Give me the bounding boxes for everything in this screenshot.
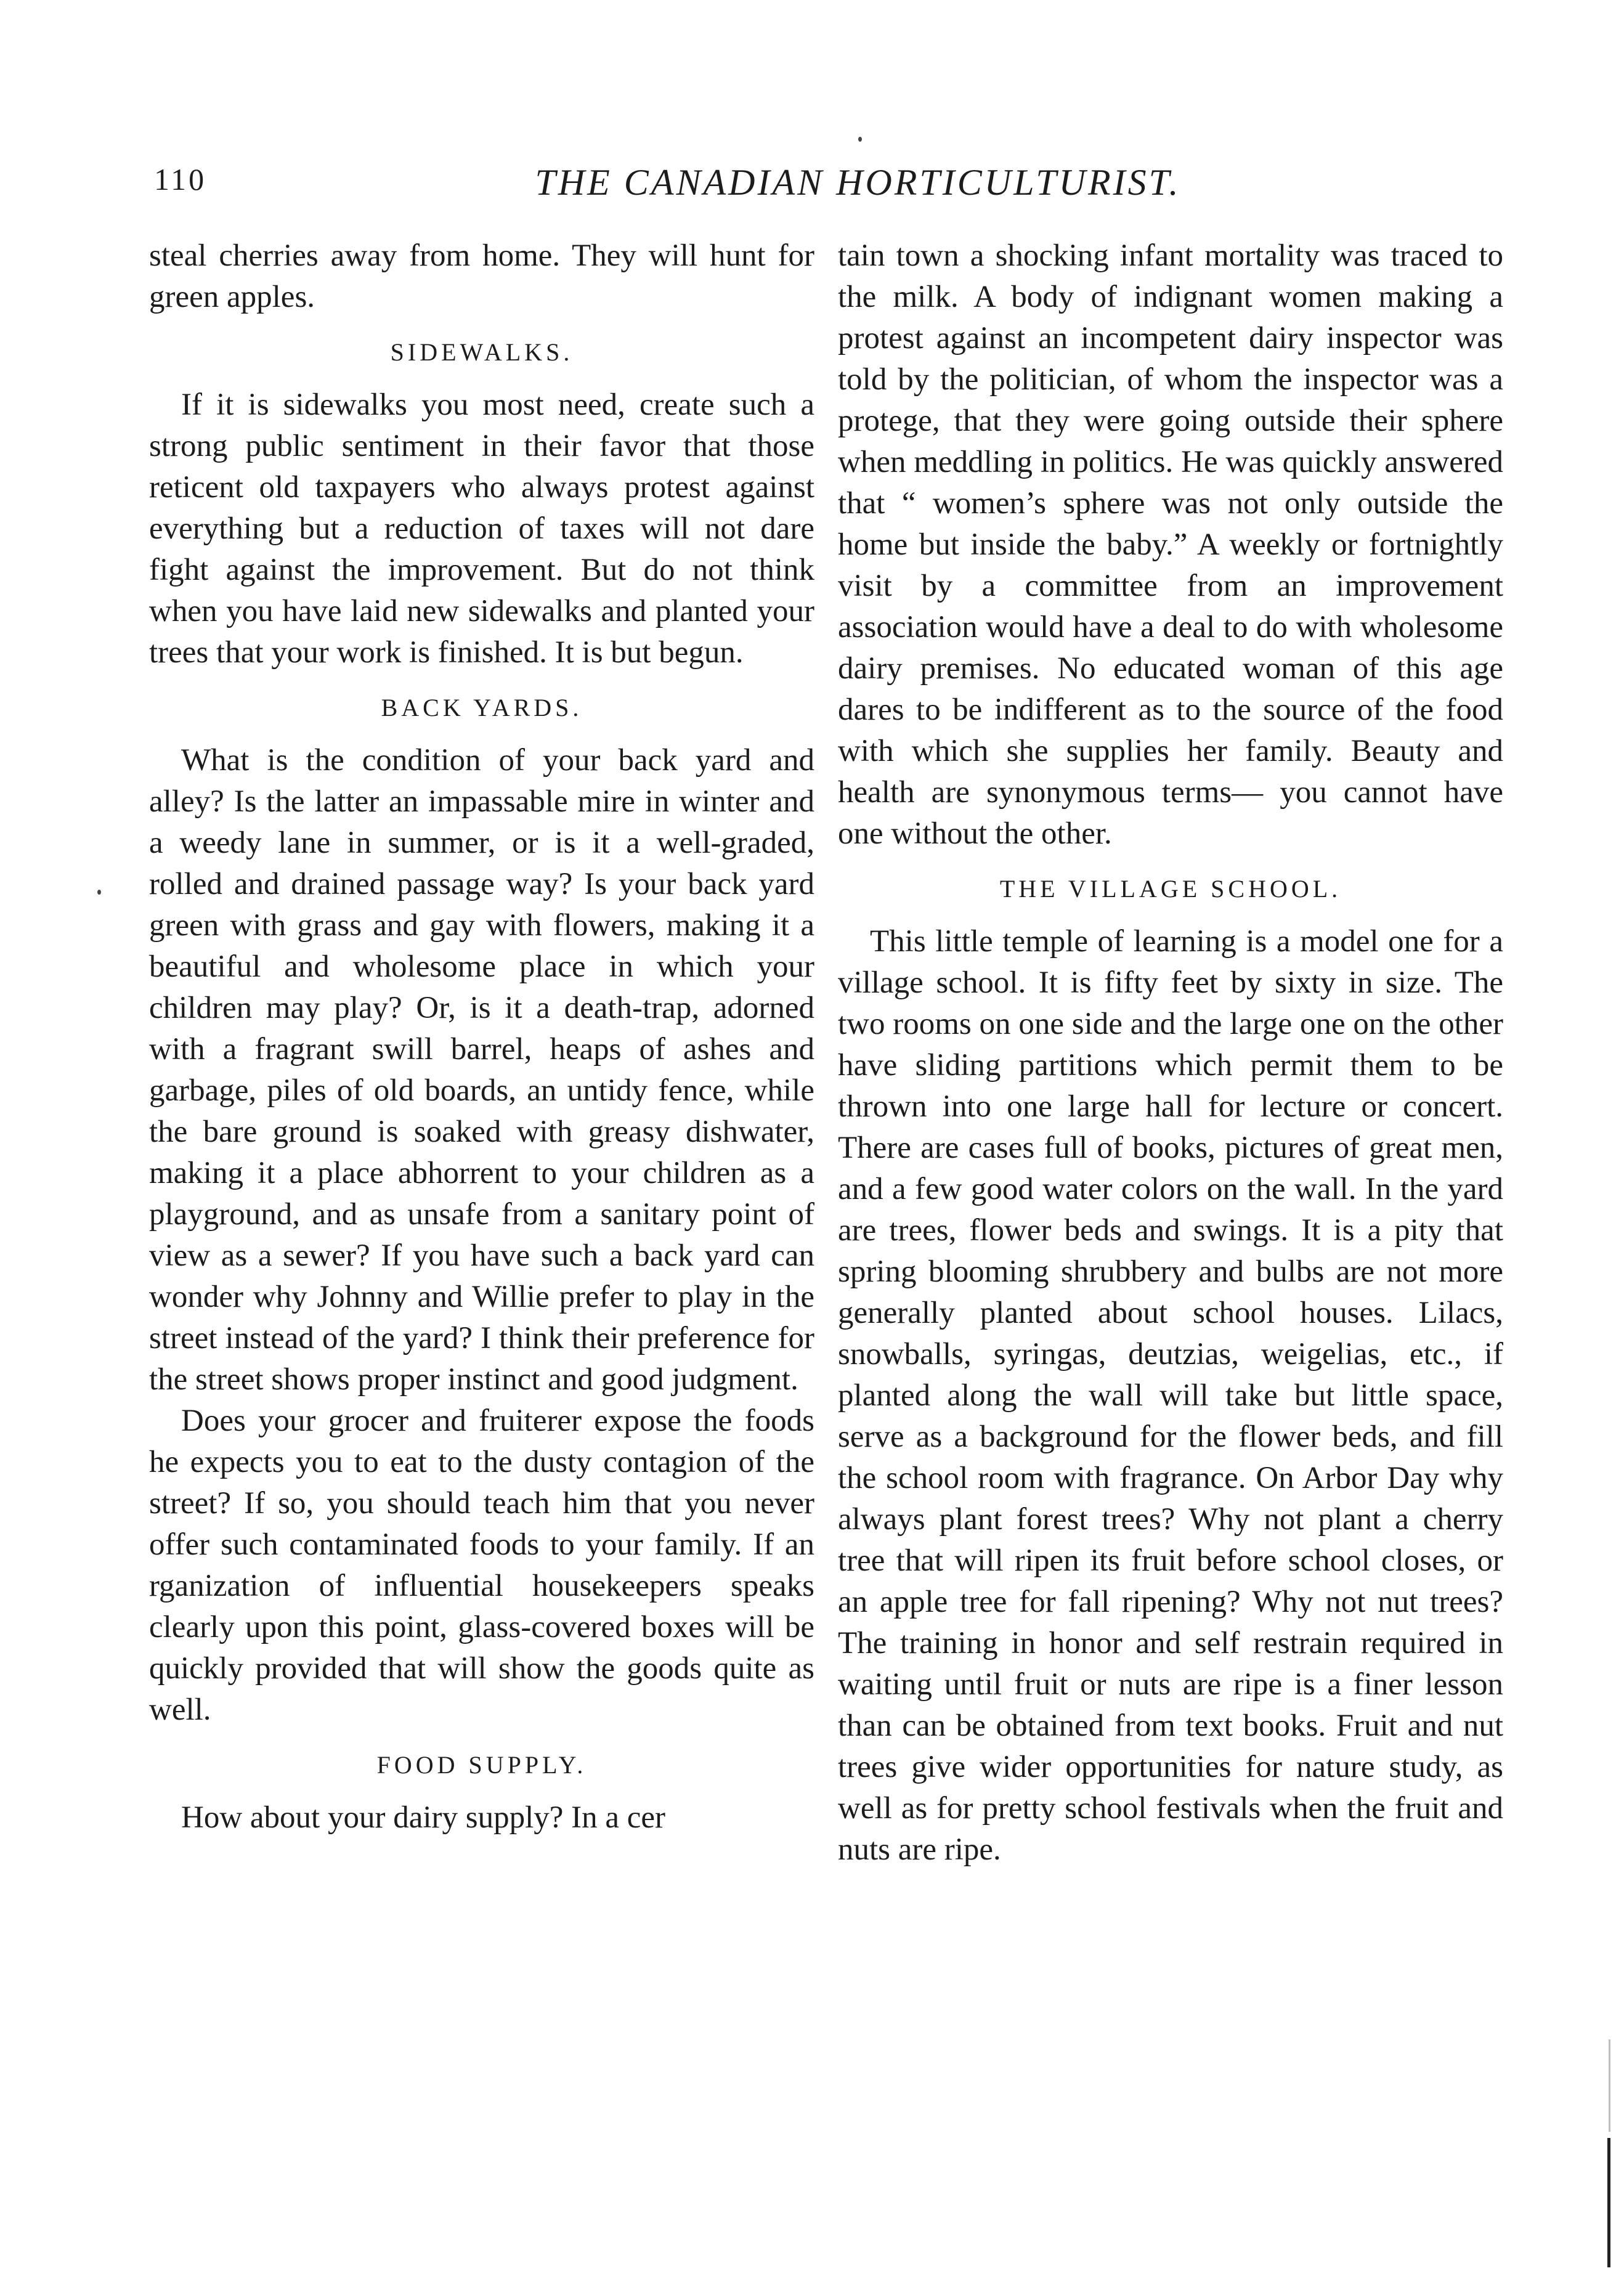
page-number: 110 xyxy=(154,162,207,197)
heading-sidewalks: SIDEWALKS. xyxy=(390,338,574,366)
paragraph-village-school: This little temple of learning is a model one for a village school. It is fifty feet by sixty in size. The two rooms on one side and the large one on the other have sliding partitions which permit them to be thrown into one large hall for lecture or concert. There are cases full of books, pictures of great men, and a few good water colors on the wall. In the yard are trees, flower beds and swings. It is a pity that spring blooming shrubbery and bulbs are not more generally planted about school houses. Lilacs, snowballs, syringas, deutzias, weigelias, etc., if planted along the wall will take but little space, serve as a background for the flower beds, and fill the school room with fragrance. On Arbor Day why always plant forest trees? Why not plant a cherry tree that will ripen its fruit before school closes, or an apple tree for fall ripening? Why not nut trees? The training in honor and self restrain required in waiting until fruit or nuts are ripe is a finer lesson than can be obtained from text books. Fruit and nut trees give wider opportunities for nature study, as well as for pretty school festivals when the fruit and nuts are ripe. xyxy=(838,924,1503,1867)
paragraph-back-yards: What is the condition of your back yard and alley? Is the latter an impassable mire in winter and a weedy lane in summer, or is it a well-graded, rolled and drained passage way? Is your back yard green with grass and gay with flowers, making it a beautiful and wholesome place in which your children may play? Or, is it a death-trap, adorned with a fragrant swill barrel, heaps of ashes and garbage, piles of old boards, an untidy fence, while the bare ground is soaked with greasy dishwater, making it a place abhorrent to your children as a playground, and as unsafe from a sanitary point of view as a sewer? If you have such a back yard can wonder why Johnny and Willie prefer to play in the street instead of the yard? I think their preference for the street shows proper instinct and good judgment. xyxy=(149,743,814,1397)
left-column xyxy=(149,235,814,1839)
heading-food-supply: FOOD SUPPLY. xyxy=(376,1751,587,1779)
running-head xyxy=(154,161,1482,205)
paragraph-intro: steal cherries away from home. They will hunt for green apples. xyxy=(149,238,814,314)
right-column xyxy=(838,235,1503,1871)
paragraph-grocer: Does your grocer and fruiterer expose the foods he expects you to eat to the dusty contagion of the street? If so, you should teach him that you never offer such contaminated foods to your family. If an rganization of influential housekeepers speaks clearly upon this point, glass-covered boxes will be quickly provided that will show the goods quite as well. xyxy=(149,1404,814,1727)
paragraph-dairy: tain town a shocking infant mortality was traced to the milk. A body of indignant women making a protest against an incompetent dairy inspector was told by the politician, of whom the inspector was a protege, that they were going outside their sphere when meddling in politics. He was quickly answered that “ women’s sphere was not only outside the home but inside the baby.” A weekly or fortnightly visit by a committee from an improvement association would have a deal to do with wholesome dairy premises. No educated woman of this age dares to be indifferent as to the source of the food with which she supplies her family. Beauty and health are synonymous terms— you cannot have one without the other. xyxy=(838,238,1503,851)
journal-title: THE CANADIAN HORTICULTURIST. xyxy=(535,162,1181,203)
paragraph-sidewalks: If it is sidewalks you most need, create such a strong public sentiment in their favor that those reticent old taxpayers who always protest against everything but a reduction of taxes will not dare fight against the improvement. But do not think when you have laid new sidewalks and planted your trees that your work is finished. It is but begun. xyxy=(149,388,814,670)
heading-back-yards: BACK YARDS. xyxy=(381,694,583,721)
scan-speck xyxy=(858,137,862,142)
scan-speck xyxy=(97,890,101,895)
scan-edge-mark xyxy=(1609,2039,1610,2132)
heading-village-school: THE VILLAGE SCHOOL. xyxy=(999,875,1342,903)
paragraph-food-supply: How about your dairy supply? In a cer xyxy=(181,1800,666,1835)
scan-edge-mark xyxy=(1607,2138,1610,2267)
